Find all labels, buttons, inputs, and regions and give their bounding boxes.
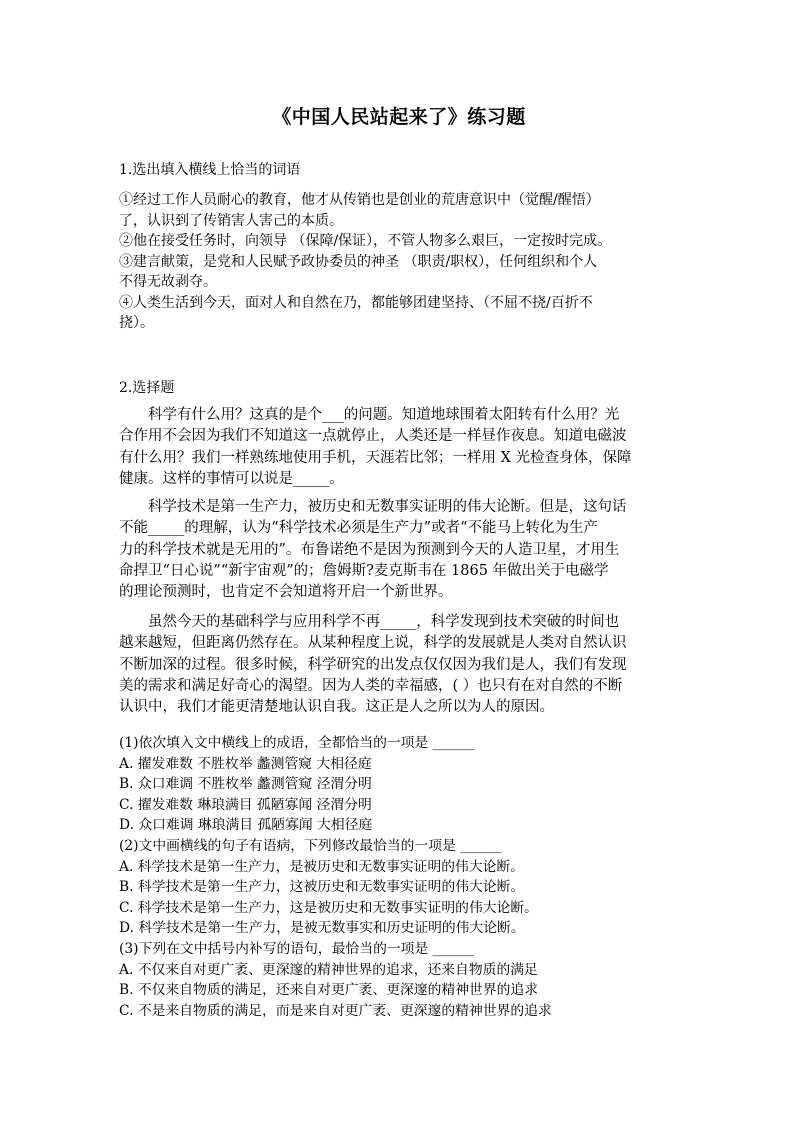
section1-line: ①经过工作人员耐心的教育，他才从传销也是创业的荒唐意识中（觉醒/醒悟） — [119, 192, 600, 208]
question-list — [119, 733, 679, 1021]
passage-line: 力的科学技术就是无用的”。布鲁诺绝不是因为预测到今天的人造卫星，才用生 — [119, 541, 620, 558]
question-1-option-b: B. 众口难调 不胜枚举 蠡测管窥 泾渭分明 — [119, 776, 372, 793]
question-3-option-b: B. 不仅来自物质的满足，还来自对更广袤、更深邃的精神世界的追求 — [119, 982, 539, 999]
question-1-option-a: A. 擢发难数 不胜枚举 蠡测管窥 大相径庭 — [119, 755, 372, 772]
section1-line: 挠）。 — [119, 315, 154, 331]
section1-line: 了，认识到了传销害人害己的本质。 — [119, 212, 343, 229]
passage-line: 越来越短，但距离仍然存在。从某种程度上说，科学的发展就是人类对自然认识 — [119, 635, 627, 652]
section1-body — [119, 190, 679, 334]
question-2-option-c: C. 科学技术是第一生产力，这是被历史和无数事实证明的伟大论断。 — [119, 899, 538, 916]
passage-paragraph-3 — [119, 612, 679, 718]
passage-line: 虽然今天的基础科学与应用科学不再_____，科学发现到技术突破的时间也 — [119, 614, 620, 630]
passage-line: 健康。这样的事情可以说是_____。 — [119, 470, 344, 487]
section1-line: ②他在接受任务时，向领导 （保障/保证），不管人物多么艰巨，一定按时完成。 — [119, 233, 612, 249]
passage-line: 科学有什么用？这真的是个___的问题。知道地球围着太阳转有什么用？光 — [119, 407, 620, 423]
passage-paragraph-1 — [119, 405, 679, 490]
question-3-stem: (3)下列在文中括号内补写的语句，最恰当的一项是 ______ — [119, 940, 475, 957]
section1-line: ④人类生活到今天，面对人和自然在乃，都能够团建坚持、（不屈不挠/百折不 — [119, 294, 593, 311]
page-title: 《中国人民站起来了》练习题 — [272, 106, 526, 128]
question-2-option-b: B. 科学技术是第一生产力，这被历史和无数事实证明的伟大论断。 — [119, 879, 525, 896]
section2-heading: 2.选择题 — [119, 380, 175, 396]
passage-line: 认识中，我们才能更清楚地认识自我。这正是人之所以为人的原因。 — [119, 699, 554, 716]
passage-line: 合作用不会因为我们不知道这一点就停止，人类还是一样昼作夜息。知道电磁波 — [119, 428, 627, 445]
passage-paragraph-2 — [119, 497, 679, 603]
question-1-option-c: C. 擢发难数 琳琅满目 孤陋寡闻 泾渭分明 — [119, 796, 372, 813]
section1-heading: 1.选出填入横线上恰当的词语 — [119, 162, 301, 178]
passage-line: 科学技术是第一生产力，被历史和无数事实证明的伟大论断。但是，这句话 — [119, 499, 627, 515]
passage-line: 不断加深的过程。很多时候，科学研究的出发点仅仅因为我们是人，我们有发现 — [119, 656, 627, 673]
section1-line: ③建言献策，是党和人民赋予政协委员的神圣 （职责/职权），任何组织和个人 — [119, 253, 598, 270]
passage-line: 的理论预测时，也肯定不会知道将开启一个新世界。 — [119, 584, 453, 601]
passage-line: 命捍卫“日心说”“新宇宙观”的；詹姆斯?麦克斯韦在 1865 年做出关于电磁学 — [119, 562, 609, 579]
question-2-option-a: A. 科学技术是第一生产力，是被历史和无数事实证明的伟大论断。 — [119, 858, 525, 875]
passage-line: 有什么用？我们一样熟练地使用手机，天涯若比邻；一样用 X 光检查身体，保障 — [119, 449, 632, 466]
passage-line: 不能_____的理解，认为“科学技术必须是生产力”或者“不能马上转化为生产 — [119, 520, 598, 537]
question-3-option-a: A. 不仅来自对更广袤、更深邃的精神世界的追求，还来自物质的满足 — [119, 961, 538, 978]
question-1-stem: (1)依次填入文中横线上的成语，全都恰当的一项是 ______ — [119, 735, 475, 751]
question-3-option-c: C. 不是来自物质的满足，而是来自对更广袤、更深邃的精神世界的追求 — [119, 1002, 552, 1019]
passage-line: 美的需求和满足好奇心的渴望。因为人类的幸福感，( ）也只有在对自然的不断 — [119, 677, 623, 694]
question-1-option-d: D. 众口难调 琳琅满目 孤陋寡闻 大相径庭 — [119, 817, 373, 834]
question-2-stem: (2)文中画横线的句子有语病，下列修改最恰当的一项是 ______ — [119, 837, 502, 854]
section1-line: 不得无故剥夺。 — [119, 274, 217, 290]
question-2-option-d: D. 科学技术是第一生产力，是被无数事实和历史证明的伟大论断。 — [119, 920, 525, 937]
